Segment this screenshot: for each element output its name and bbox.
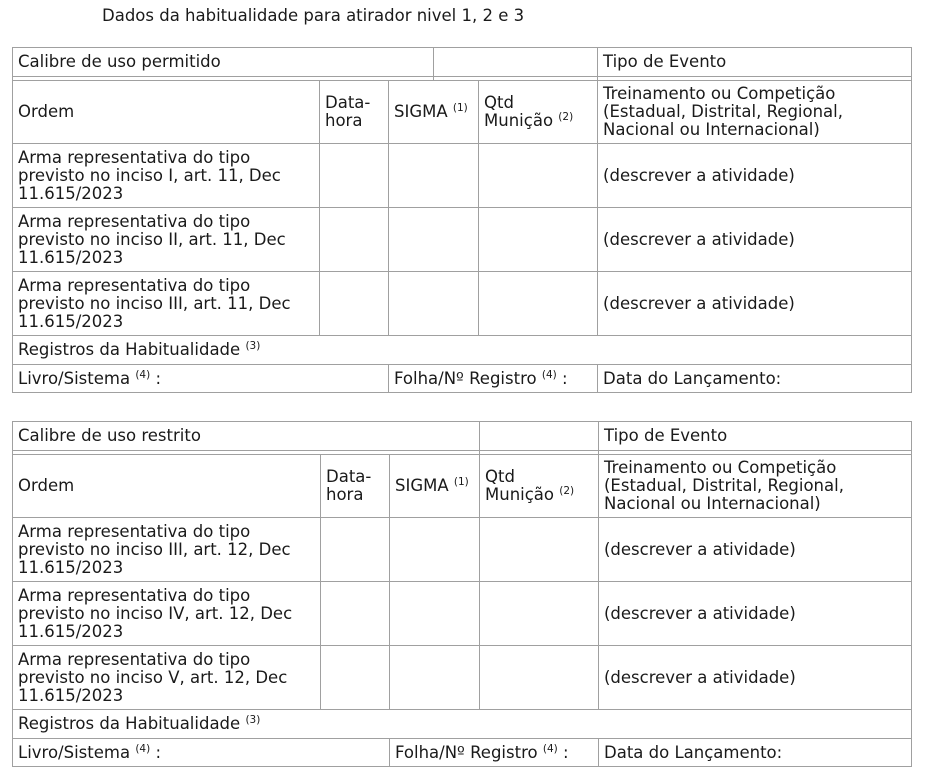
table-row: [13, 272, 912, 336]
sigma-cell: [389, 208, 479, 272]
calibre-blank-cell: [434, 48, 598, 77]
col-data-hora: Data-hora: [320, 81, 389, 144]
qtd-cell: [479, 208, 598, 272]
livro-label: Livro/Sistema: [18, 368, 131, 388]
table-row: [13, 144, 912, 208]
col-qtd-municao: [480, 455, 599, 518]
livro-row: [13, 365, 912, 393]
folha-note: (4): [541, 368, 557, 381]
calibre-blank-cell: [480, 422, 599, 451]
registros-note: (3): [245, 714, 261, 726]
data-hora-cell: [321, 646, 390, 710]
col-ordem: Ordem: [13, 81, 320, 144]
livro-note: (4): [135, 368, 151, 381]
sigma-cell: [389, 272, 479, 336]
evento-cell: (descrever a atividade): [599, 646, 912, 710]
col-ordem: Ordem: [13, 455, 321, 518]
livro-note: (4): [135, 742, 151, 755]
evento-cell: (descrever a atividade): [598, 144, 912, 208]
livro-colon: :: [155, 742, 162, 762]
sigma-cell: [390, 646, 480, 710]
tipo-evento-label: Tipo de Evento: [598, 48, 912, 77]
col-qtd-municao: [479, 81, 598, 144]
registros-text: Registros da Habitualidade: [18, 340, 241, 359]
arma-cell: Arma representativa do tipo previsto no inciso III, art. 12, Dec 11.615/2023: [13, 518, 321, 582]
registros-row: [13, 710, 912, 739]
page-heading: Dados da habitualidade para atirador nivel 1, 2 e 3: [102, 6, 525, 25]
registros-note: (3): [245, 340, 261, 352]
arma-cell: Arma representativa do tipo previsto no inciso IV, art. 12, Dec 11.615/2023: [13, 582, 321, 646]
table-row: [13, 582, 912, 646]
qtd-cell: [479, 144, 598, 208]
registros-row: [13, 336, 912, 365]
col-qtd-label: Qtd Munição: [484, 93, 554, 130]
col-evento: Treinamento ou Competição (Estadual, Distrital, Regional, Nacional ou Internacional): [598, 81, 912, 144]
qtd-cell: [479, 272, 598, 336]
col-data-hora: Data-hora: [321, 455, 390, 518]
evento-cell: (descrever a atividade): [598, 272, 912, 336]
registros-label: [13, 710, 912, 739]
data-hora-cell: [320, 144, 389, 208]
col-sigma: [390, 455, 480, 518]
data-hora-cell: [321, 518, 390, 582]
col-qtd-note: (2): [558, 111, 574, 123]
calibre-label: Calibre de uso restrito: [13, 422, 480, 451]
col-evento: Treinamento ou Competição (Estadual, Distrital, Regional, Nacional ou Internacional): [599, 455, 912, 518]
col-sigma-note: (1): [453, 476, 469, 488]
livro-colon: :: [155, 368, 162, 388]
data-lancamento-cell: Data do Lançamento:: [599, 739, 912, 767]
qtd-cell: [480, 582, 599, 646]
arma-cell: Arma representativa do tipo previsto no inciso II, art. 11, Dec 11.615/2023: [13, 208, 320, 272]
evento-cell: (descrever a atividade): [599, 518, 912, 582]
data-hora-cell: [320, 272, 389, 336]
evento-cell: (descrever a atividade): [598, 208, 912, 272]
sigma-cell: [389, 144, 479, 208]
sigma-cell: [390, 582, 480, 646]
col-sigma-note: (1): [452, 102, 468, 114]
qtd-cell: [480, 646, 599, 710]
livro-row: [13, 739, 912, 767]
arma-cell: Arma representativa do tipo previsto no inciso III, art. 11, Dec 11.615/2023: [13, 272, 320, 336]
col-qtd-label: Qtd Munição: [485, 467, 555, 504]
livro-sistema-cell: [13, 365, 389, 393]
folha-registro-cell: [389, 365, 598, 393]
arma-cell: Arma representativa do tipo previsto no inciso I, art. 11, Dec 11.615/2023: [13, 144, 320, 208]
folha-note: (4): [542, 742, 558, 755]
table-row: [13, 518, 912, 582]
sigma-cell: [390, 518, 480, 582]
registros-text: Registros da Habitualidade: [18, 714, 241, 733]
livro-sistema-cell: [13, 739, 390, 767]
table-row: [13, 646, 912, 710]
col-sigma: [389, 81, 479, 144]
folha-registro-cell: [390, 739, 599, 767]
arma-cell: Arma representativa do tipo previsto no inciso V, art. 12, Dec 11.615/2023: [13, 646, 321, 710]
registros-label: [13, 336, 912, 365]
folha-label: Folha/Nº Registro: [395, 742, 538, 762]
calibre-row: [13, 422, 912, 451]
column-header-row: [13, 81, 912, 144]
column-header-row: [13, 455, 912, 518]
habitualidade-table-permitido: [12, 47, 912, 393]
calibre-label: Calibre de uso permitido: [13, 48, 434, 77]
livro-label: Livro/Sistema: [18, 742, 131, 762]
evento-cell: (descrever a atividade): [599, 582, 912, 646]
data-hora-cell: [321, 582, 390, 646]
data-hora-cell: [320, 208, 389, 272]
data-lancamento-cell: Data do Lançamento:: [598, 365, 912, 393]
folha-colon: :: [561, 368, 568, 388]
calibre-row: [13, 48, 912, 77]
habitualidade-table-restrito: [12, 421, 912, 767]
folha-colon: :: [562, 742, 569, 762]
tipo-evento-label: Tipo de Evento: [599, 422, 912, 451]
col-sigma-label: SIGMA: [394, 102, 448, 121]
folha-label: Folha/Nº Registro: [394, 368, 537, 388]
qtd-cell: [480, 518, 599, 582]
col-qtd-note: (2): [559, 485, 575, 497]
table-row: [13, 208, 912, 272]
col-sigma-label: SIGMA: [395, 476, 449, 495]
